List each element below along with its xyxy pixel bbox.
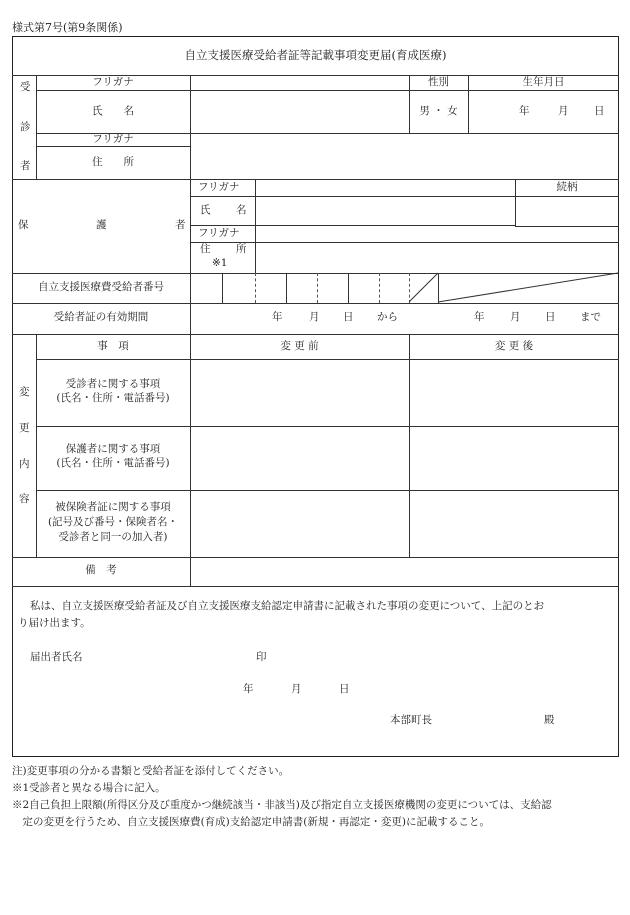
patient-furigana-label: フリガナ bbox=[92, 76, 134, 88]
changes-side-label-3: 内 bbox=[19, 458, 30, 470]
note-2: ※1受診者と異なる場合に記入。 bbox=[12, 782, 166, 794]
date-day-label: 日 bbox=[339, 683, 350, 695]
recipient-number-label: 自立支援医療費受給者番号 bbox=[38, 281, 164, 293]
guardian-side-label-1: 保 bbox=[18, 219, 29, 231]
changes-side-label-1: 変 bbox=[19, 386, 30, 398]
form-number: 様式第7号(第9条関係) bbox=[12, 21, 123, 34]
change-row1-line2: (氏名・住所・電話番号) bbox=[56, 392, 170, 404]
patient-address-furigana-label: フリガナ bbox=[92, 133, 134, 145]
validity-to-month: 月 bbox=[510, 311, 521, 323]
sex-header: 性別 bbox=[428, 76, 449, 88]
sex-options[interactable]: 男 ・ 女 bbox=[419, 105, 458, 117]
form-title: 自立支援医療受給者証等記載事項変更届(育成医療) bbox=[184, 48, 447, 62]
number-field-diagonals bbox=[409, 272, 620, 303]
note-4: 定の変更を行うため、自立支援医療費(育成)支給認定申請書(新規・再認定・変更)に記載すること。 bbox=[12, 816, 490, 828]
change-row1-line1: 受診者に関する事項 bbox=[65, 378, 161, 390]
note-3: ※2自己負担上限額(所得区分及び重度かつ継続該当・非該当)及び指定自立支援医療機関の変更については、支給認 bbox=[12, 799, 552, 811]
change-row2-line2: (氏名・住所・電話番号) bbox=[56, 457, 170, 469]
guardian-address-label-1: 住 bbox=[200, 243, 211, 255]
honorific: 殿 bbox=[544, 714, 555, 726]
change-row3-line1: 被保険者証に関する事項 bbox=[55, 501, 171, 513]
validity-to-year: 年 bbox=[474, 311, 485, 323]
item-header: 事 項 bbox=[97, 340, 129, 352]
validity-from-year: 年 bbox=[272, 311, 283, 323]
change-row3-line2: (記号及び番号・保険者名・ bbox=[47, 516, 179, 528]
note-1: 注)変更事項の分かる書類と受給者証を添付してください。 bbox=[12, 765, 290, 777]
birth-year-label: 年 bbox=[519, 105, 530, 117]
before-header: 変 更 前 bbox=[280, 340, 319, 352]
recipient-office: 本部町長 bbox=[390, 714, 432, 726]
changes-side-label-4: 容 bbox=[19, 493, 30, 505]
applicant-name-label: 届出者氏名 bbox=[30, 651, 83, 663]
changes-side-label-2: 更 bbox=[19, 422, 30, 434]
patient-side-label-3: 者 bbox=[20, 160, 31, 172]
patient-address-label: 住 所 bbox=[92, 156, 134, 168]
seal-mark: 印 bbox=[256, 651, 267, 663]
validity-from-month: 月 bbox=[309, 311, 320, 323]
birth-day-label: 日 bbox=[594, 105, 605, 117]
guardian-side-label-2: 護 bbox=[96, 219, 107, 231]
validity-to-suffix: まで bbox=[580, 311, 601, 323]
patient-side-label-2: 診 bbox=[20, 121, 31, 133]
guardian-name-label-1: 氏 bbox=[200, 204, 211, 216]
guardian-address-note: ※1 bbox=[212, 257, 228, 269]
declaration-line2: り届け出ます。 bbox=[18, 617, 91, 629]
guardian-furigana-label: フリガナ bbox=[198, 181, 240, 193]
change-row3-line3: 受診者と同一の加入者) bbox=[58, 531, 168, 543]
guardian-address-label-2: 所 bbox=[236, 243, 247, 255]
guardian-name-label-2: 名 bbox=[236, 204, 247, 216]
remarks-label: 備 考 bbox=[85, 564, 117, 576]
patient-name-label: 氏 名 bbox=[92, 105, 134, 117]
birthdate-header: 生年月日 bbox=[522, 76, 565, 88]
patient-side-label-1: 受 bbox=[20, 81, 31, 93]
date-year-label: 年 bbox=[243, 683, 254, 695]
declaration-line1: 私は、自立支援医療受給者証及び自立支援医療支給認定申請書に記載された事項の変更について、上記のとお bbox=[30, 600, 545, 612]
validity-to-day: 日 bbox=[545, 311, 556, 323]
date-month-label: 月 bbox=[291, 683, 302, 695]
birth-month-label: 月 bbox=[558, 105, 569, 117]
change-row2-line1: 保護者に関する事項 bbox=[65, 443, 161, 455]
validity-from-day: 日 bbox=[343, 311, 354, 323]
validity-label: 受給者証の有効期間 bbox=[53, 311, 149, 323]
guardian-address-furigana-label: フリガナ bbox=[198, 227, 240, 239]
validity-from-suffix: から bbox=[377, 311, 398, 323]
after-header: 変 更 後 bbox=[494, 340, 534, 352]
relation-label: 続柄 bbox=[556, 181, 578, 193]
guardian-side-label-3: 者 bbox=[175, 219, 186, 231]
